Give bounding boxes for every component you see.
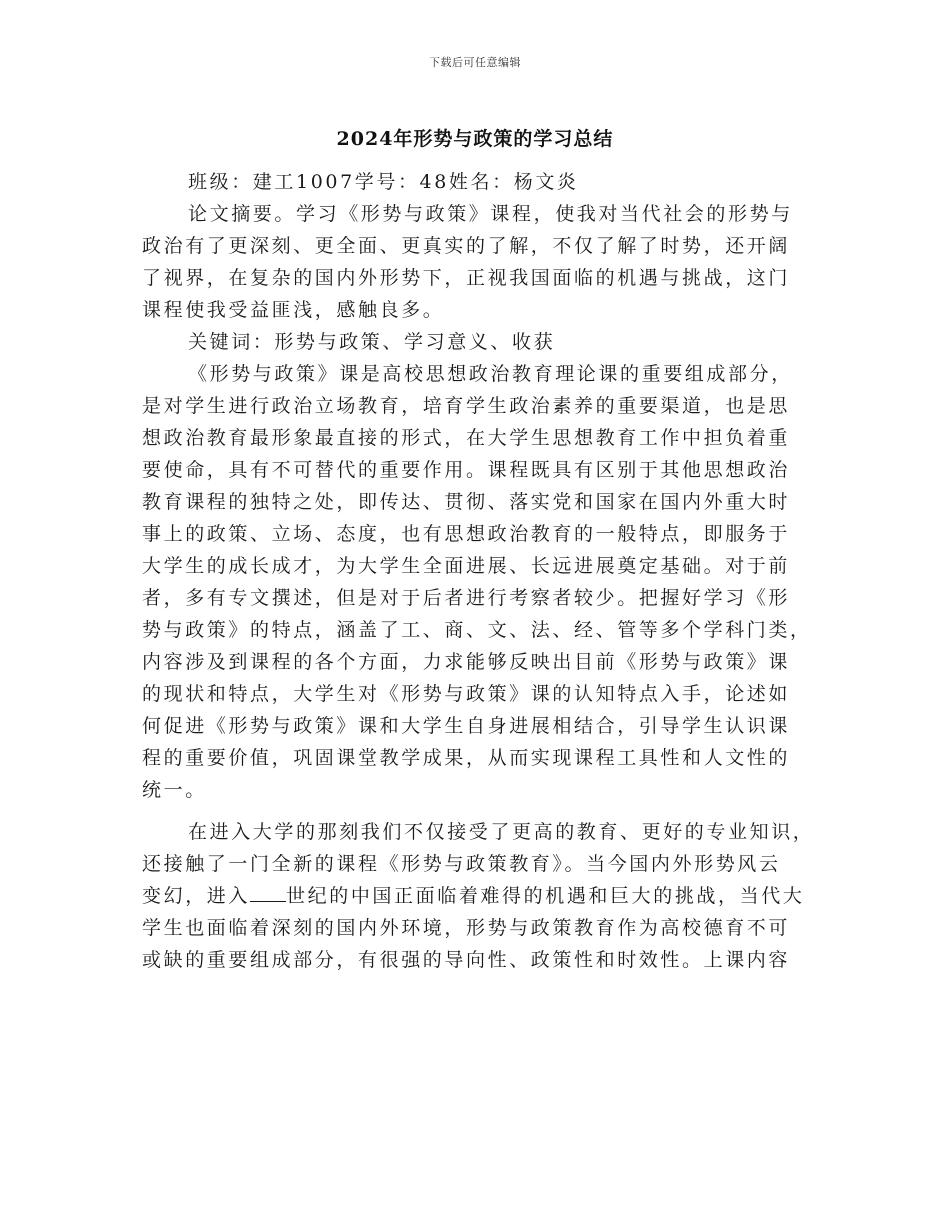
paragraph-line: 者，多有专文撰述，但是对于后者进行考察者较少。把握好学习《形 (142, 587, 791, 609)
student-info-line: 班级：建工1007学号：48姓名：杨文炎 (188, 171, 579, 193)
paragraph-line: 还接触了一门全新的课程《形势与政策教育》。当今国内外形势风云 (142, 853, 781, 875)
paragraph-line: 学生也面临着深刻的国内外环境，形势与政策教育作为高校德育不可 (142, 917, 791, 939)
abstract-line: 论文摘要。学习《形势与政策》课程，使我对当代社会的形势与 (188, 203, 793, 225)
keywords-line: 关键词：形势与政策、学习意义、收获 (188, 331, 556, 353)
document-title: 2024年形势与政策的学习总结 (336, 128, 614, 150)
paragraph-line: 《形势与政策》课是高校思想政治教育理论课的重要组成部分， (188, 363, 793, 385)
paragraph-line: 内容涉及到课程的各个方面，力求能够反映出目前《形势与政策》课 (142, 651, 791, 673)
paragraph-line: 的现状和特点，大学生对《形势与政策》课的认知特点入手，论述如 (142, 683, 791, 705)
paragraph-line: 事上的政策、立场、态度，也有思想政治教育的一般特点，即服务于 (142, 523, 791, 545)
paragraph-line: 统一。 (142, 779, 207, 801)
abstract-line: 课程使我受益匪浅，感触良多。 (142, 299, 445, 321)
abstract-line: 了视界，在复杂的国内外形势下，正视我国面临的机遇与挑战，这门 (142, 267, 791, 289)
text-fragment: 世纪的中国正面临着难得的机遇和巨大的挑战，当代大 (286, 885, 805, 907)
abstract-line: 政治有了更深刻、更全面、更真实的了解，不仅了解了时势，还开阔 (142, 235, 791, 257)
paragraph-line: 或缺的重要组成部分，有很强的导向性、政策性和时效性。上课内容 (142, 949, 791, 971)
header-note: 下载后可任意编辑 (429, 56, 521, 69)
paragraph-line: 教育课程的独特之处，即传达、贯彻、落实党和国家在国内外重大时 (142, 491, 791, 513)
paragraph-line: 想政治教育最形象最直接的形式，在大学生思想教育工作中担负着重 (142, 427, 791, 449)
document-body (142, 166, 822, 976)
paragraph-line: 何促进《形势与政策》课和大学生自身进展相结合，引导学生认识课 (142, 715, 791, 737)
paragraph-line: 势与政策》的特点，涵盖了工、商、文、法、经、管等多个学科门类， (142, 619, 812, 641)
paragraph-line: 程的重要价值，巩固课堂教学成果，从而实现课程工具性和人文性的 (142, 747, 791, 769)
fill-in-blank (250, 883, 286, 902)
paragraph-line (142, 880, 822, 912)
text-fragment: 变幻，进入 (142, 885, 251, 907)
paragraph-line: 大学生的成长成才，为大学生全面进展、长远进展奠定基础。对于前 (142, 555, 791, 577)
paragraph-line: 在进入大学的那刻我们不仅接受了更高的教育、更好的专业知识， (188, 821, 815, 843)
paragraph-line: 要使命，具有不可替代的重要作用。课程既具有区别于其他思想政治 (142, 459, 791, 481)
paragraph-line: 是对学生进行政治立场教育，培育学生政治素养的重要渠道，也是思 (142, 395, 791, 417)
